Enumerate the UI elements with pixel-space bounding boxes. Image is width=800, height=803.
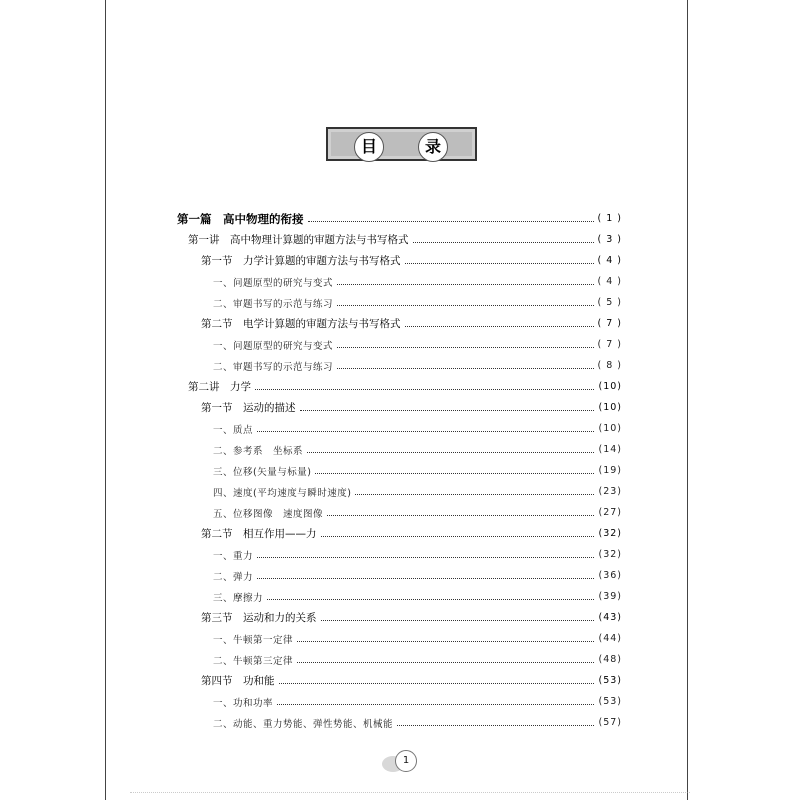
toc-dot-leader [337, 368, 593, 369]
toc-entry-label: 一、重力 [213, 550, 254, 562]
toc-entry-label: 一、功和功率 [213, 697, 274, 709]
toc-dot-leader [308, 221, 594, 222]
toc-entry-page: (19) [598, 465, 622, 476]
toc-entry [188, 229, 622, 250]
toc-dot-leader [337, 284, 593, 285]
toc-entry [213, 544, 622, 565]
toc-dot-leader [413, 242, 594, 243]
title-char-2: 录 [418, 132, 448, 162]
toc-dot-leader [405, 326, 594, 327]
toc-entry [213, 712, 622, 733]
toc-entry-label: 第一节 力学计算题的审题方法与书写格式 [201, 255, 401, 267]
toc-dot-leader [315, 473, 594, 474]
toc-entry-label: 二、审题书写的示范与练习 [213, 298, 334, 310]
toc-dot-leader [255, 389, 594, 390]
toc-entry-page: (36) [598, 570, 622, 581]
toc-entry-page: (14) [598, 444, 622, 455]
toc-entry-label: 二、参考系 坐标系 [213, 445, 304, 457]
toc-dot-leader [297, 662, 594, 663]
toc-dot-leader [257, 431, 594, 432]
toc-dot-leader [279, 683, 595, 684]
toc-dot-leader [355, 494, 594, 495]
toc-dot-leader [277, 704, 594, 705]
toc-entry [213, 355, 622, 376]
toc-entry-label: 一、牛顿第一定律 [213, 634, 294, 646]
toc-entry [201, 670, 622, 691]
toc-entry-page: (27) [598, 507, 622, 518]
toc-entry [201, 313, 622, 334]
toc-entry-page: (43) [598, 612, 622, 623]
toc-entry-label: 二、牛顿第三定律 [213, 655, 294, 667]
toc-entry [213, 418, 622, 439]
toc-entry-page: ( 7 ) [597, 339, 622, 350]
toc-dot-leader [337, 305, 593, 306]
toc-entry [213, 586, 622, 607]
toc-entry [188, 376, 622, 397]
toc-entry [213, 628, 622, 649]
toc-dot-leader [321, 620, 595, 621]
toc-entry-page: (53) [598, 696, 622, 707]
page-number: 1 [395, 750, 417, 772]
toc-entry-label: 第一节 运动的描述 [201, 402, 296, 414]
toc-entry-label: 第二讲 力学 [188, 381, 251, 393]
toc-entry-label: 二、审题书写的示范与练习 [213, 361, 334, 373]
toc-entry [213, 481, 622, 502]
toc-dot-leader [405, 263, 594, 264]
toc-entry-label: 三、摩擦力 [213, 592, 264, 604]
toc-dot-leader [297, 641, 594, 642]
toc-entry [201, 250, 622, 271]
toc-entry-page: ( 1 ) [597, 213, 622, 224]
toc-dot-leader [327, 515, 594, 516]
toc-entry-page: (39) [598, 591, 622, 602]
toc-entry [213, 691, 622, 712]
toc-entry [201, 523, 622, 544]
toc-entry-label: 一、问题原型的研究与变式 [213, 340, 334, 352]
toc-dot-leader [321, 536, 595, 537]
toc-entry-page: ( 7 ) [597, 318, 622, 329]
toc-entry-page: ( 5 ) [597, 297, 622, 308]
toc-entry-label: 第一篇 高中物理的衔接 [177, 211, 304, 226]
toc-entry-page: (23) [598, 486, 622, 497]
page-number-badge [382, 750, 416, 776]
toc-entry [213, 502, 622, 523]
toc-entry [213, 460, 622, 481]
toc-entry-page: ( 8 ) [597, 360, 622, 371]
toc-dot-leader [397, 725, 594, 726]
toc-entry-page: ( 3 ) [597, 234, 622, 245]
toc-entry-page: ( 4 ) [597, 276, 622, 287]
toc-entry-page: (48) [598, 654, 622, 665]
toc-entry-page: (44) [598, 633, 622, 644]
toc-entry-page: (10) [598, 381, 622, 392]
toc-dot-leader [267, 599, 594, 600]
toc-entry-page: (53) [598, 675, 622, 686]
toc-entry-label: 第一讲 高中物理计算题的审题方法与书写格式 [188, 234, 409, 246]
toc-dot-leader [337, 347, 593, 348]
toc-entry [213, 565, 622, 586]
toc-entry [201, 607, 622, 628]
toc-entry-page: (32) [598, 549, 622, 560]
toc-entry-label: 第三节 运动和力的关系 [201, 612, 317, 624]
title-char-1: 目 [354, 132, 384, 162]
toc-entry-page: (32) [598, 528, 622, 539]
toc-entry-label: 第二节 相互作用——力 [201, 528, 317, 540]
toc-entry [213, 649, 622, 670]
toc-entry [177, 208, 622, 229]
toc-dot-leader [307, 452, 594, 453]
toc-entry-page: (10) [598, 402, 622, 413]
toc-title-box [326, 127, 477, 161]
toc-entry-label: 二、动能、重力势能、弹性势能、机械能 [213, 718, 394, 730]
toc-entry-label: 第二节 电学计算题的审题方法与书写格式 [201, 318, 401, 330]
toc-entry-label: 第四节 功和能 [201, 675, 275, 687]
toc-entry [213, 334, 622, 355]
toc-entry [213, 271, 622, 292]
toc-entry [213, 292, 622, 313]
toc-entry-page: ( 4 ) [597, 255, 622, 266]
toc-entry-label: 一、问题原型的研究与变式 [213, 277, 334, 289]
toc-entry [213, 439, 622, 460]
toc-entry-label: 一、质点 [213, 424, 254, 436]
footer-rule [130, 792, 690, 803]
toc-entry-label: 五、位移图像 速度图像 [213, 508, 324, 520]
toc-entry-label: 四、速度(平均速度与瞬时速度) [213, 487, 352, 499]
toc-entry-page: (10) [598, 423, 622, 434]
toc-entry [201, 397, 622, 418]
toc-entry-label: 二、弹力 [213, 571, 254, 583]
toc-entry-page: (57) [598, 717, 622, 728]
toc-entry-label: 三、位移(矢量与标量) [213, 466, 312, 478]
toc-dot-leader [300, 410, 595, 411]
toc-dot-leader [257, 578, 594, 579]
toc-dot-leader [257, 557, 594, 558]
